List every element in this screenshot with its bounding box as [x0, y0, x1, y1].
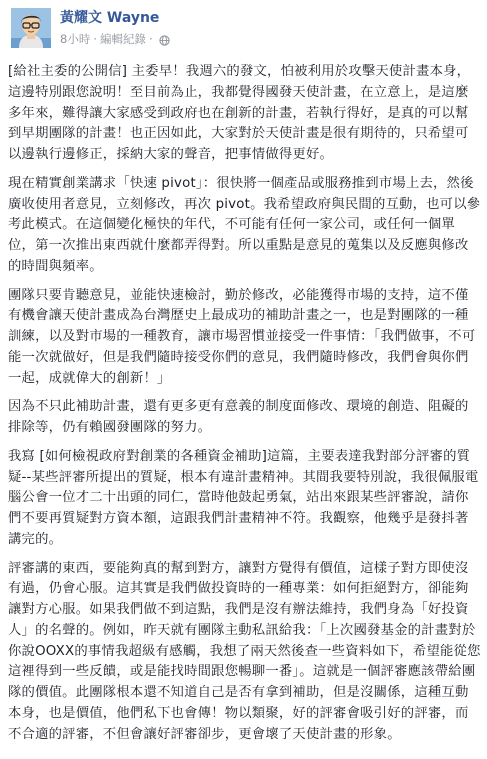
- meta-separator-2: ·: [148, 32, 153, 46]
- post-header: [0, 0, 487, 60]
- avatar-cartoon-icon: [11, 8, 51, 48]
- post-body: [8, 62, 482, 753]
- post-paragraph-5: 我寫 [如何檢視政府對創業的各種資金補助]這篇，主要表達我對部分評審的質疑--某些評審所提出的質疑，根本有違計畫精神。其間我要特別說，我很佩服電腦公會一位才二十出頭的同仁，當時他鼓起勇氣，站出來跟某些評審說，請你們不要再質疑對方資本額，這跟我們計畫精神不符。我觀察，他幾乎是發抖著講完的。: [8, 448, 479, 547]
- post-paragraph-3: 團隊只要肯聽意見，並能快速檢討，勤於修改，必能獲得市場的支持，這不僅有機會讓天使計畫成為台灣歷史上最成功的補助計畫之一，也是對團隊的一種訓練，以及對市場的一種教育，讓市場習慣並接受一件事情：「我們做事，不可能一次就做好，但是我們隨時接受你們的意見，我們隨時修改，我們會與你們一起，成就偉大的創新！」: [8, 287, 476, 386]
- post-time[interactable]: 8小時: [60, 32, 91, 46]
- post-meta: [60, 31, 170, 47]
- post-paragraph-6: 評審講的東西，要能夠真的幫到對方，讓對方覺得有價值，這樣子對方即使沒有過，仍會心服。這其實是我們做投資時的一種專業：如何拒絕對方，卻能夠讓對方心服。如果我們做不到這點，我們是沒有辦法維持，我們身為「好投資人」的名聲的。例如，昨天就有團隊主動私訊給我：「上次國發基金的計畫對於你說OOXX的事情我超級有感觸，我想了兩天然後查一些資料如下，希望能從您這裡得到一些反饋，或是能找時間跟您暢聊一番」。這就是一個評審應該帶給團隊的價值。此團隊根本還不知道自己是否有拿到補助，但是沒關係，這種互動本身，也是價值，他們私下也會傳！物以類聚，好的評審會吸引好的評審，而不合適的評審，不但會讓好評審卻步，更會壞了天使計畫的形象。: [8, 560, 481, 742]
- post-paragraph-4: 因為不只此補助計畫，還有更多更有意義的制度面修改、環境的創造、阻礙的排除等，仍有賴國發團隊的努力。: [8, 399, 469, 435]
- post-paragraph-2: 現在精實創業講求「快速 pivot」：很快將一個產品或服務推到市場上去，然後廣收使用者意見，立刻修改，再次 pivot。我希望政府與民間的互動，也可以參考此模式。在這個變化極快的年代，不可能有任何一家公司，或任何一個單位，第一次推出東西就什麼都弄得對。所以重點是意見的蒐集以及反應與修改的時間與頻率。: [8, 175, 481, 274]
- edit-history-link[interactable]: 編輯紀錄: [99, 32, 146, 46]
- post-paragraph-1: [給社主委的公開信] 主委早！我週六的發文，怕被利用於攻擊天使計畫本身，這邊特別跟您說明！至目前為止，我都覺得國發天使計畫，在立意上，是這麼多年來，難得讓大家感受到政府也在創新的計畫，若執行得好，是真的可以幫到早期團隊的計畫！也正因如此，大家對於天使計畫是很有期待的，只希望可以邊執行邊修正，採納大家的聲音，把事情做得更好。: [8, 64, 471, 162]
- meta-separator: ·: [93, 32, 97, 46]
- globe-icon[interactable]: [159, 34, 170, 45]
- author-name[interactable]: 黃耀文 Wayne: [60, 10, 160, 26]
- profile-avatar[interactable]: [11, 8, 51, 48]
